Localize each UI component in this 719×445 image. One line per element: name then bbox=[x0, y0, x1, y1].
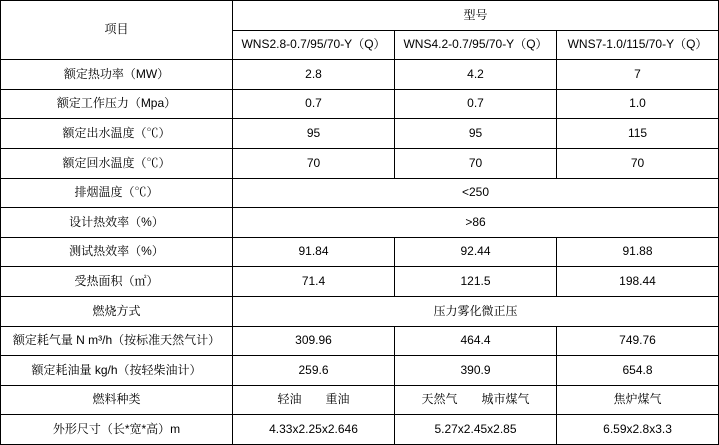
row-value: 464.4 bbox=[395, 326, 557, 356]
row-label: 额定出水温度（℃） bbox=[1, 119, 233, 149]
row-value: 198.44 bbox=[557, 267, 719, 297]
row-value: 70 bbox=[395, 148, 557, 178]
row-label: 额定耗油量 kg/h（按轻柴油计） bbox=[1, 356, 233, 386]
row-value: 91.88 bbox=[557, 237, 719, 267]
row-value: 92.44 bbox=[395, 237, 557, 267]
row-value: 70 bbox=[557, 148, 719, 178]
row-value-merged: 压力雾化微正压 bbox=[233, 296, 719, 326]
table-header-row bbox=[1, 1, 719, 31]
row-value: 91.84 bbox=[233, 237, 395, 267]
header-model-group-label: 型号 bbox=[233, 1, 719, 31]
row-value: 115 bbox=[557, 119, 719, 149]
row-value: 71.4 bbox=[233, 267, 395, 297]
row-label: 额定回水温度（℃） bbox=[1, 148, 233, 178]
row-value: 654.8 bbox=[557, 356, 719, 386]
row-value: 121.5 bbox=[395, 267, 557, 297]
row-label: 燃烧方式 bbox=[1, 296, 233, 326]
row-label: 额定热功率（MW） bbox=[1, 60, 233, 90]
table-row bbox=[1, 385, 719, 415]
row-value-merged: >86 bbox=[233, 208, 719, 238]
table-row bbox=[1, 60, 719, 90]
row-value: 309.96 bbox=[233, 326, 395, 356]
table-row bbox=[1, 326, 719, 356]
row-value: 1.0 bbox=[557, 89, 719, 119]
row-label: 受热面积（㎡） bbox=[1, 267, 233, 297]
header-item-label: 项目 bbox=[1, 1, 233, 60]
row-value: 749.76 bbox=[557, 326, 719, 356]
table-row bbox=[1, 267, 719, 297]
table-row bbox=[1, 296, 719, 326]
row-label: 外形尺寸（长*宽*高）m bbox=[1, 415, 233, 445]
row-label: 测试热效率（%） bbox=[1, 237, 233, 267]
row-label: 排烟温度（℃） bbox=[1, 178, 233, 208]
row-value: 天然气 城市煤气 bbox=[395, 385, 557, 415]
row-value: 0.7 bbox=[395, 89, 557, 119]
table-row bbox=[1, 415, 719, 445]
table-row bbox=[1, 208, 719, 238]
row-value: 70 bbox=[233, 148, 395, 178]
row-value: 5.27x2.45x2.85 bbox=[395, 415, 557, 445]
table-row bbox=[1, 148, 719, 178]
row-value: 7 bbox=[557, 60, 719, 90]
row-value: 焦炉煤气 bbox=[557, 385, 719, 415]
model-name-3: WNS7-1.0/115/70-Y（Q） bbox=[557, 30, 719, 60]
row-label: 燃料种类 bbox=[1, 385, 233, 415]
row-value: 259.6 bbox=[233, 356, 395, 386]
model-name-2: WNS4.2-0.7/95/70-Y（Q） bbox=[395, 30, 557, 60]
table-row bbox=[1, 356, 719, 386]
row-value: 390.9 bbox=[395, 356, 557, 386]
row-value-merged: <250 bbox=[233, 178, 719, 208]
row-value: 轻油 重油 bbox=[233, 385, 395, 415]
table-row bbox=[1, 119, 719, 149]
row-value: 4.2 bbox=[395, 60, 557, 90]
row-value: 95 bbox=[233, 119, 395, 149]
row-label: 设计热效率（%） bbox=[1, 208, 233, 238]
row-value: 4.33x2.25x2.646 bbox=[233, 415, 395, 445]
model-name-1: WNS2.8-0.7/95/70-Y（Q） bbox=[233, 30, 395, 60]
row-label: 额定工作压力（Mpa） bbox=[1, 89, 233, 119]
table-row bbox=[1, 178, 719, 208]
row-label: 额定耗气量 N m³/h（按标准天然气计） bbox=[1, 326, 233, 356]
row-value: 0.7 bbox=[233, 89, 395, 119]
row-value: 95 bbox=[395, 119, 557, 149]
row-value: 6.59x2.8x3.3 bbox=[557, 415, 719, 445]
row-value: 2.8 bbox=[233, 60, 395, 90]
table-row bbox=[1, 237, 719, 267]
table-row bbox=[1, 89, 719, 119]
